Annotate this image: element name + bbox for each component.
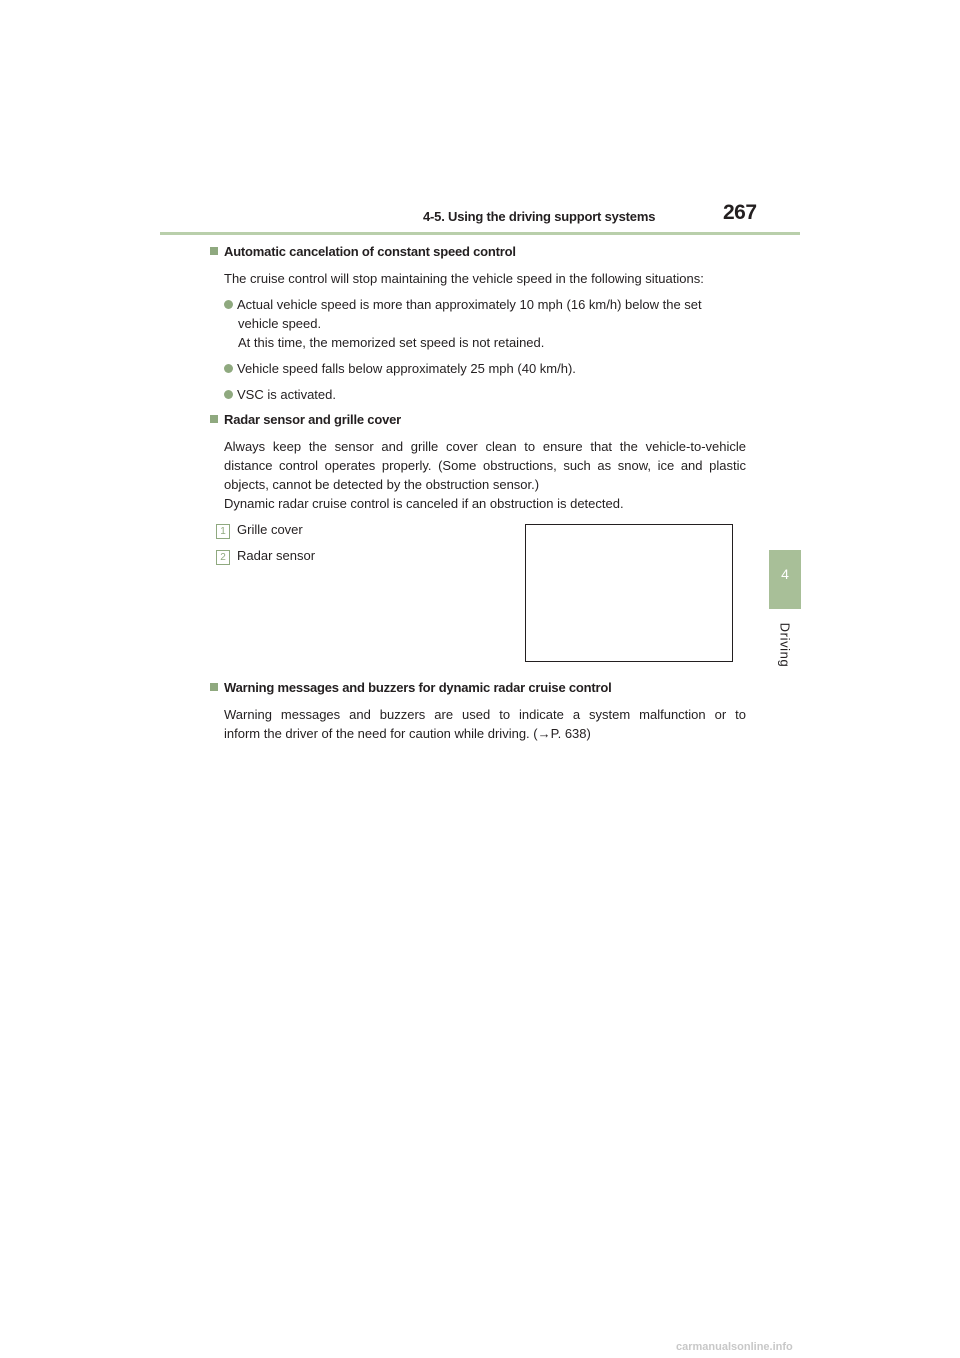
heading-text: Warning messages and buzzers for dynamic radar cruise control: [224, 680, 612, 695]
header-rule: [160, 232, 800, 235]
radar-sensor-figure: [525, 524, 733, 662]
list-item: [224, 359, 576, 378]
round-bullet-icon: [224, 364, 233, 373]
list-item-text: VSC is activated.: [237, 387, 336, 402]
callout-number: 2: [216, 550, 230, 565]
paragraph-line: distance control operates properly. (Some obstructions, such as snow, ice and plastic: [224, 458, 746, 473]
callout-label: Grille cover: [237, 522, 303, 537]
square-bullet-icon: [210, 247, 218, 255]
chapter-tab-number: 4: [781, 566, 789, 582]
list-item: [224, 385, 336, 404]
round-bullet-icon: [224, 300, 233, 309]
square-bullet-icon: [210, 415, 218, 423]
square-bullet-icon: [210, 683, 218, 691]
chapter-tab[interactable]: [769, 550, 801, 609]
page-number: 267: [723, 201, 757, 224]
heading-text: Automatic cancelation of constant speed control: [224, 244, 516, 259]
heading-warning-messages: [210, 680, 612, 695]
list-item-text: Vehicle speed falls below approximately 25 mph (40 km/h).: [237, 361, 576, 376]
list-item-text: Actual vehicle speed is more than approximately 10 mph (16 km/h) below the set: [237, 297, 702, 312]
callout-number: 1: [216, 524, 230, 539]
paragraph-warning: [224, 705, 746, 743]
paragraph-line: objects, cannot be detected by the obstruction sensor.): [224, 477, 540, 492]
heading-radar-sensor: [210, 412, 401, 427]
callout-label: Radar sensor: [237, 548, 316, 563]
list-item-continuation: vehicle speed.: [238, 316, 322, 331]
callout-grille-cover: [216, 522, 303, 539]
footer-watermark: carmanualsonline.info: [676, 1341, 793, 1353]
chapter-tab-label: Driving: [777, 622, 793, 668]
paragraph-intro: The cruise control will stop maintaining the vehicle speed in the following situations:: [224, 271, 704, 286]
paragraph-line: Dynamic radar cruise control is canceled if an obstruction is detected.: [224, 496, 624, 511]
running-header-section: 4-5. Using the driving support systems: [423, 209, 656, 224]
list-item-note: At this time, the memorized set speed is not retained.: [238, 335, 545, 350]
paragraph-line: Warning messages and buzzers are used to indicate a system malfunction or to: [224, 707, 746, 722]
list-item: [224, 295, 702, 314]
callout-radar-sensor: [216, 548, 315, 565]
paragraph-line: inform the driver of the need for caution while driving. (→P. 638): [224, 726, 591, 741]
heading-automatic-cancelation: [210, 244, 516, 259]
paragraph-radar: [224, 437, 746, 513]
round-bullet-icon: [224, 390, 233, 399]
heading-text: Radar sensor and grille cover: [224, 412, 401, 427]
paragraph-line: Always keep the sensor and grille cover clean to ensure that the vehicle-to-vehicle: [224, 439, 746, 454]
